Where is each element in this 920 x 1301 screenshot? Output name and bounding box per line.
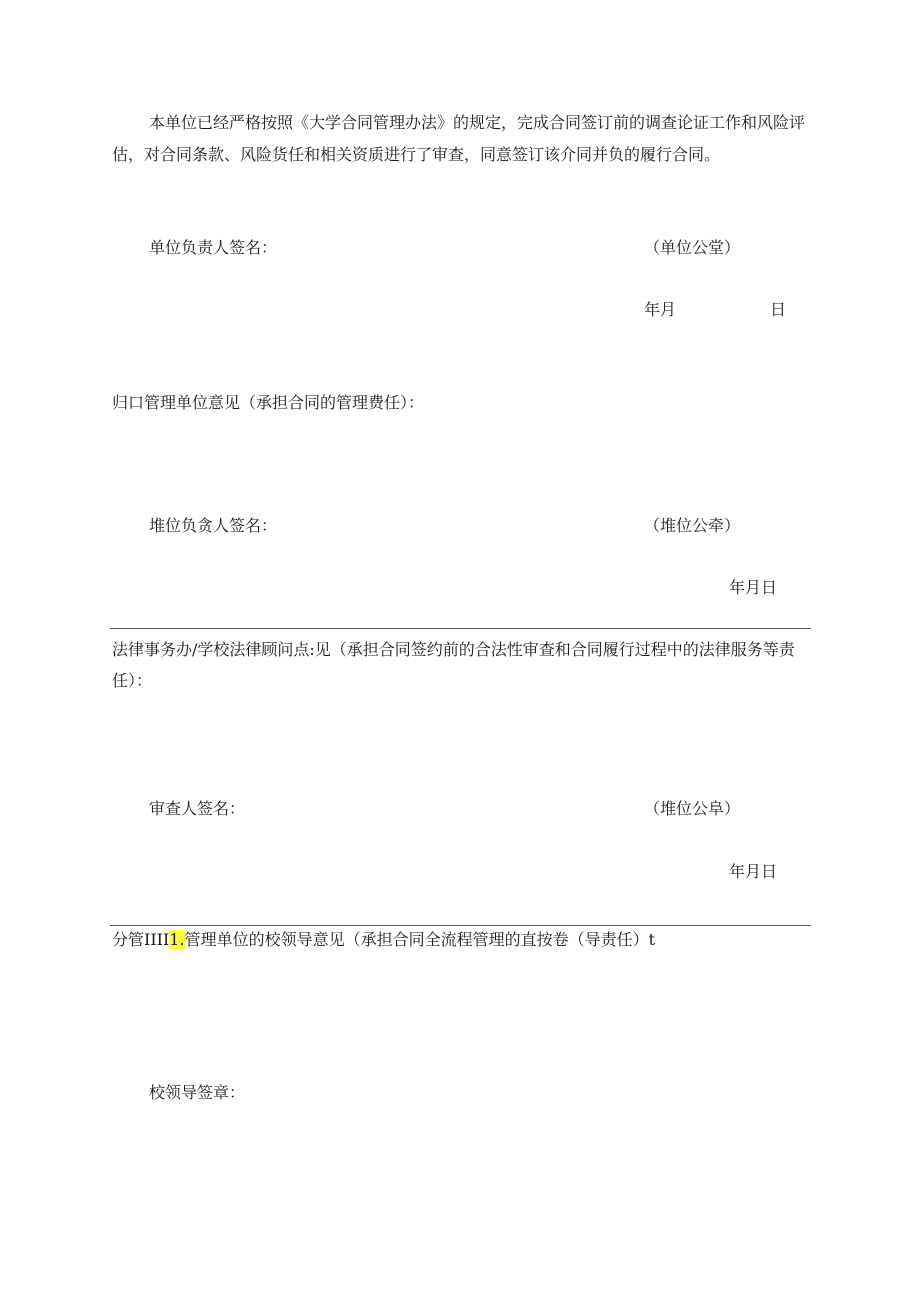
legal-office-opinion-heading: 法律事务办/学校法律顾问点:见（承担合同签约前的合法性审查和合同履行过程中的法律服务等责任）：: [112, 640, 795, 690]
managing-unit-date: 年月日: [729, 578, 778, 597]
managing-unit-signature-label: 堆位负贪人签名：: [149, 516, 278, 535]
section-divider: [110, 628, 811, 629]
leader-opinion-heading: [112, 932, 655, 948]
leader-signature-label: 校领导签章：: [149, 1083, 246, 1102]
intro-paragraph: 本单位已经严格按照《大学合同管理办法》的规定，完成合同签订前的调查论证工作和风险评估，对合同条款、风险货任和相关资质进行了审查，同意签订该介同并负的履行合同。: [112, 113, 806, 164]
date-year-month: 年月: [644, 300, 677, 319]
highlighted-text: 1.: [169, 930, 185, 949]
legal-seal-label: （堆位公阜）: [644, 799, 741, 818]
unit-head-signature-label: 单位负责人签名：: [149, 238, 278, 257]
unit-seal-label: （单位公堂）: [644, 238, 741, 257]
leader-opinion-heading-suffix: 管理单位的校领导意见（承担合同全流程管理的直按卷（导责任）t: [184, 930, 655, 949]
section-divider: [110, 925, 811, 926]
managing-unit-opinion-heading: 归口管理单位意见（承担合同的管理费任）：: [112, 393, 425, 412]
leader-opinion-heading-prefix: 分管IIII: [112, 930, 170, 949]
managing-unit-seal-label: （堆位公牵）: [644, 516, 741, 535]
legal-date: 年月日: [729, 862, 778, 881]
reviewer-signature-label: 审查人签名：: [149, 799, 246, 818]
date-day: 日: [770, 300, 787, 319]
